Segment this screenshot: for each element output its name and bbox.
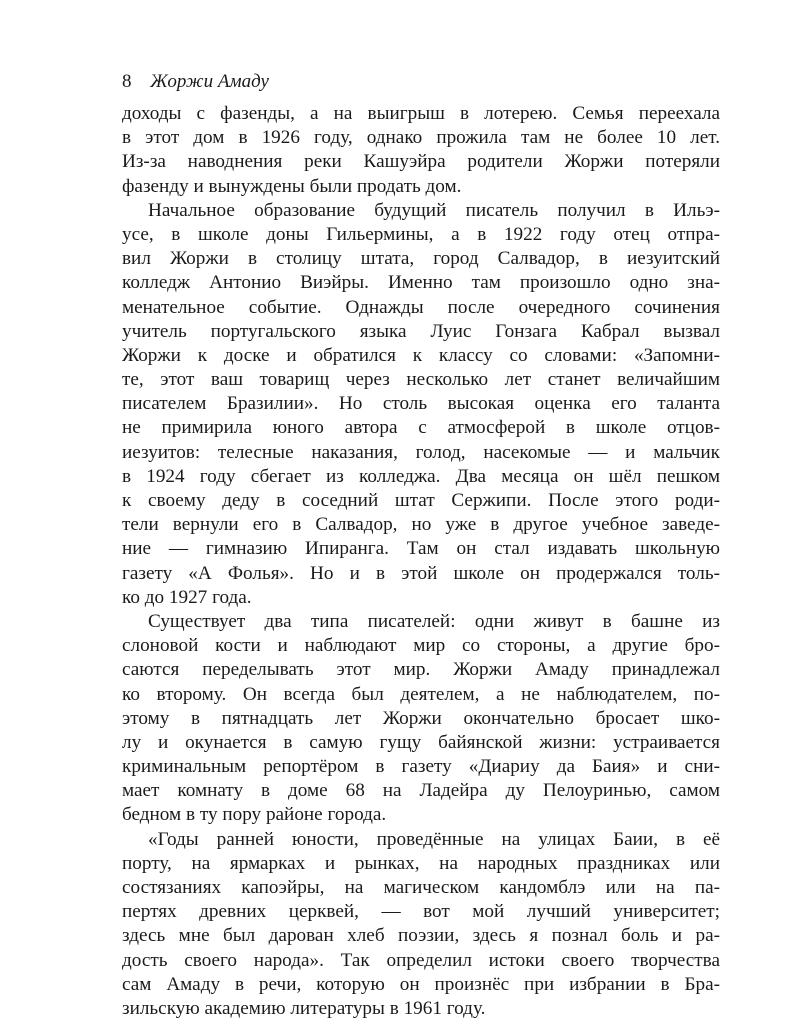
text-line: «Годы ранней юности, проведённые на улицах Баии, в её [148,828,720,850]
text-line: менательное событие. Однажды после очередного сочинения [122,296,720,318]
text-line: состязаниях капоэйры, на магическом кандомблэ или на па- [122,877,720,898]
text-line: писателем Бразилии». Но столь высокая оценка его таланта [122,393,720,415]
text-line: колледж Антонио Виэйры. Именно там произошло одно зна- [122,272,720,294]
text-line: саются переделывать этот мир. Жоржи Амаду принадлежал [122,659,720,681]
text-line: слоновой кости и наблюдают мир со стороны, а другие бро- [122,635,720,657]
text-line: криминальным репортёром в газету «Диариу да Баия» и сни- [122,756,720,778]
text-line: ко второму. Он всегда был деятелем, а не наблюдателем, по- [122,683,720,705]
running-head [122,70,269,94]
text-line: в этот дом в 1926 году, однако прожила там не более 10 лет. [122,127,720,149]
text-line: Существует два типа писателей: одни живут в башне из [148,610,720,632]
body-text [122,102,720,1021]
text-line: пертях древних церквей, — вот мой лучший университет; [122,901,720,923]
text-line: Из-за наводнения реки Кашуэйра родители Жоржи потеряли [122,151,720,173]
text-line: этому в пятнадцать лет Жоржи окончательно бросает шко- [122,707,720,729]
text-line: не примирила юного автора с атмосферой в школе отцов- [122,417,720,439]
text-line: к своему деду в соседний штат Сержипи. После этого роди- [122,490,720,511]
text-line: ко до 1927 года. [122,586,252,608]
text-line: тели вернули его в Салвадор, но уже в другое учебное заведе- [122,514,720,536]
running-head-title: Жоржи Амаду [150,71,269,92]
text-line: бедном в ту пору районе города. [122,804,387,826]
text-line: усе, в школе доны Гильермины, а в 1922 году отец отпра- [122,223,720,245]
text-line: Жоржи к доске и обратился к классу со словами: «Запомни- [122,344,720,366]
text-line: те, этот ваш товарищ через несколько лет станет величайшим [122,369,720,391]
text-line: зильскую академию литературы в 1961 году. [122,997,486,1019]
page-number: 8 [122,71,132,92]
text-line: здесь мне был дарован хлеб поэзии, здесь я познал боль и ра- [122,925,720,947]
text-line: фазенду и вынуждены были продать дом. [122,175,462,197]
text-line: Начальное образование будущий писатель получил в Ильэ- [148,199,720,221]
text-line: лу и окунается в самую гущу байянской жизни: устраивается [122,731,720,753]
text-line: в 1924 году сбегает из колледжа. Два месяца он шёл пешком [122,465,720,487]
text-line: газету «А Фолья». Но и в этой школе он продержался толь- [122,562,720,584]
text-line: ние — гимназию Ипиранга. Там он стал издавать школьную [122,538,720,560]
text-line: сам Амаду в речи, которую он произнёс при избрании в Бра- [122,973,720,995]
text-line: доходы с фазенды, а на выигрыш в лотерею. Семья переехала [122,103,720,124]
text-line: дость своего народа». Так определил истоки своего творчества [122,949,720,971]
text-line: вил Жоржи в столицу штата, город Салвадор, в иезуитский [122,248,720,270]
text-line: иезуитов: телесные наказания, голод, насекомые — и мальчик [122,441,720,463]
text-line: учитель португальского языка Луис Гонзага Кабрал вызвал [122,320,720,342]
text-line: мает комнату в доме 68 на Ладейра ду Пелоуринью, самом [122,780,720,802]
text-line: порту, на ярмарках и рынках, на народных праздниках или [122,852,720,874]
